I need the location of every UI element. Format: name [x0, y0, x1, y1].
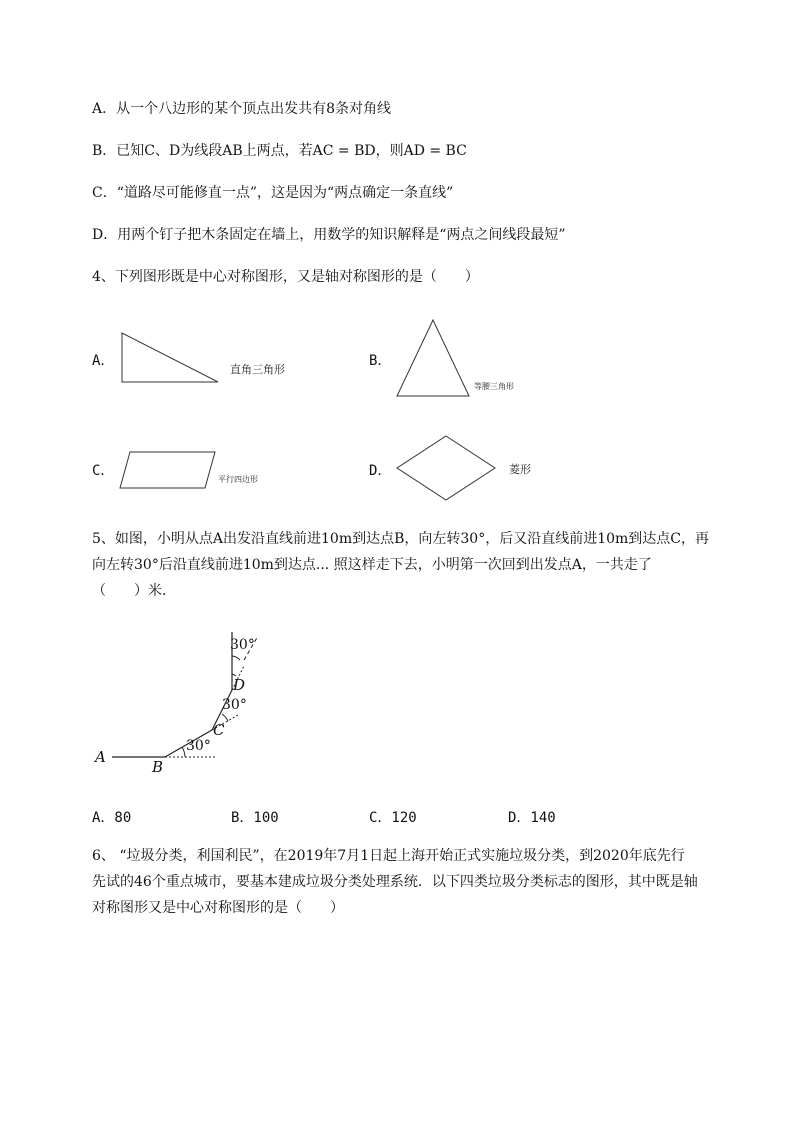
- angle-label-c: 30°: [222, 697, 247, 713]
- q5-stem-line2: 向左转30°后沿直线前进10m到达点... 照这样走下去，小明第一次回到出发点A，一共走了: [92, 557, 652, 573]
- point-label-b: B: [152, 758, 164, 776]
- q3-option-c: C．“道路尽可能修直一点”，这是因为“两点确定一条直线”: [92, 185, 454, 201]
- q4-stem: 4、下列图形既是中心对称图形，又是轴对称图形的是（ ）: [92, 269, 479, 285]
- angle-arc-c: [222, 714, 228, 721]
- angle-arc-b: [182, 747, 185, 757]
- angle-arc-top: [232, 656, 240, 660]
- angle-label-b: 30°: [186, 738, 211, 754]
- q6-line3: 对称图形又是中心对称图形的是（ ）: [92, 900, 344, 916]
- q3-option-b: B．已知C、D为线段AB上两点，若AC = BD，则AD = BC: [92, 143, 467, 159]
- q3-option-a: A．从一个八边形的某个顶点出发共有8条对角线: [92, 101, 392, 117]
- q3-option-d: D．用两个钉子把木条固定在墙上，用数学的知识解释是“两点之间线段最短”: [92, 227, 566, 243]
- angle-label-top: 30°: [230, 637, 255, 653]
- point-label-d: D: [233, 676, 246, 694]
- q5-answer-d: D．140: [508, 810, 556, 826]
- q4-option-a-label: A．: [92, 353, 115, 369]
- point-label-a: A: [95, 748, 106, 766]
- q4-option-d-label: D．: [369, 463, 392, 479]
- q5-answer-b: B．100: [231, 810, 279, 826]
- q4-caption-d: 菱形: [509, 463, 531, 476]
- q4-caption-b: 等腰三角形: [474, 382, 514, 391]
- q6-line2: 先试的46个重点城市，要基本建成垃圾分类处理系统．以下四类垃圾分类标志的图形，其中既是轴: [92, 874, 698, 890]
- q4-option-b-label: B．: [369, 353, 392, 369]
- q4-option-c-label: C．: [92, 463, 115, 479]
- q5-stem-line3: （ ）米．: [92, 583, 176, 599]
- q5-stem-line1: 5、如图，小明从点A出发沿直线前进10m到达点B，向左转30°，后又沿直线前进10m到达点C，再: [92, 531, 710, 547]
- q5-answer-a: A．80: [92, 810, 132, 826]
- point-label-c: C: [213, 721, 225, 739]
- q6-line1: 6、 “垃圾分类，利国利民”，在2019年7月1日起上海开始正式实施垃圾分类，到2020年底先行: [92, 848, 685, 864]
- q4-caption-c: 平行四边形: [218, 475, 258, 484]
- q4-caption-a: 直角三角形: [230, 363, 285, 376]
- q5-answer-c: C．120: [369, 810, 417, 826]
